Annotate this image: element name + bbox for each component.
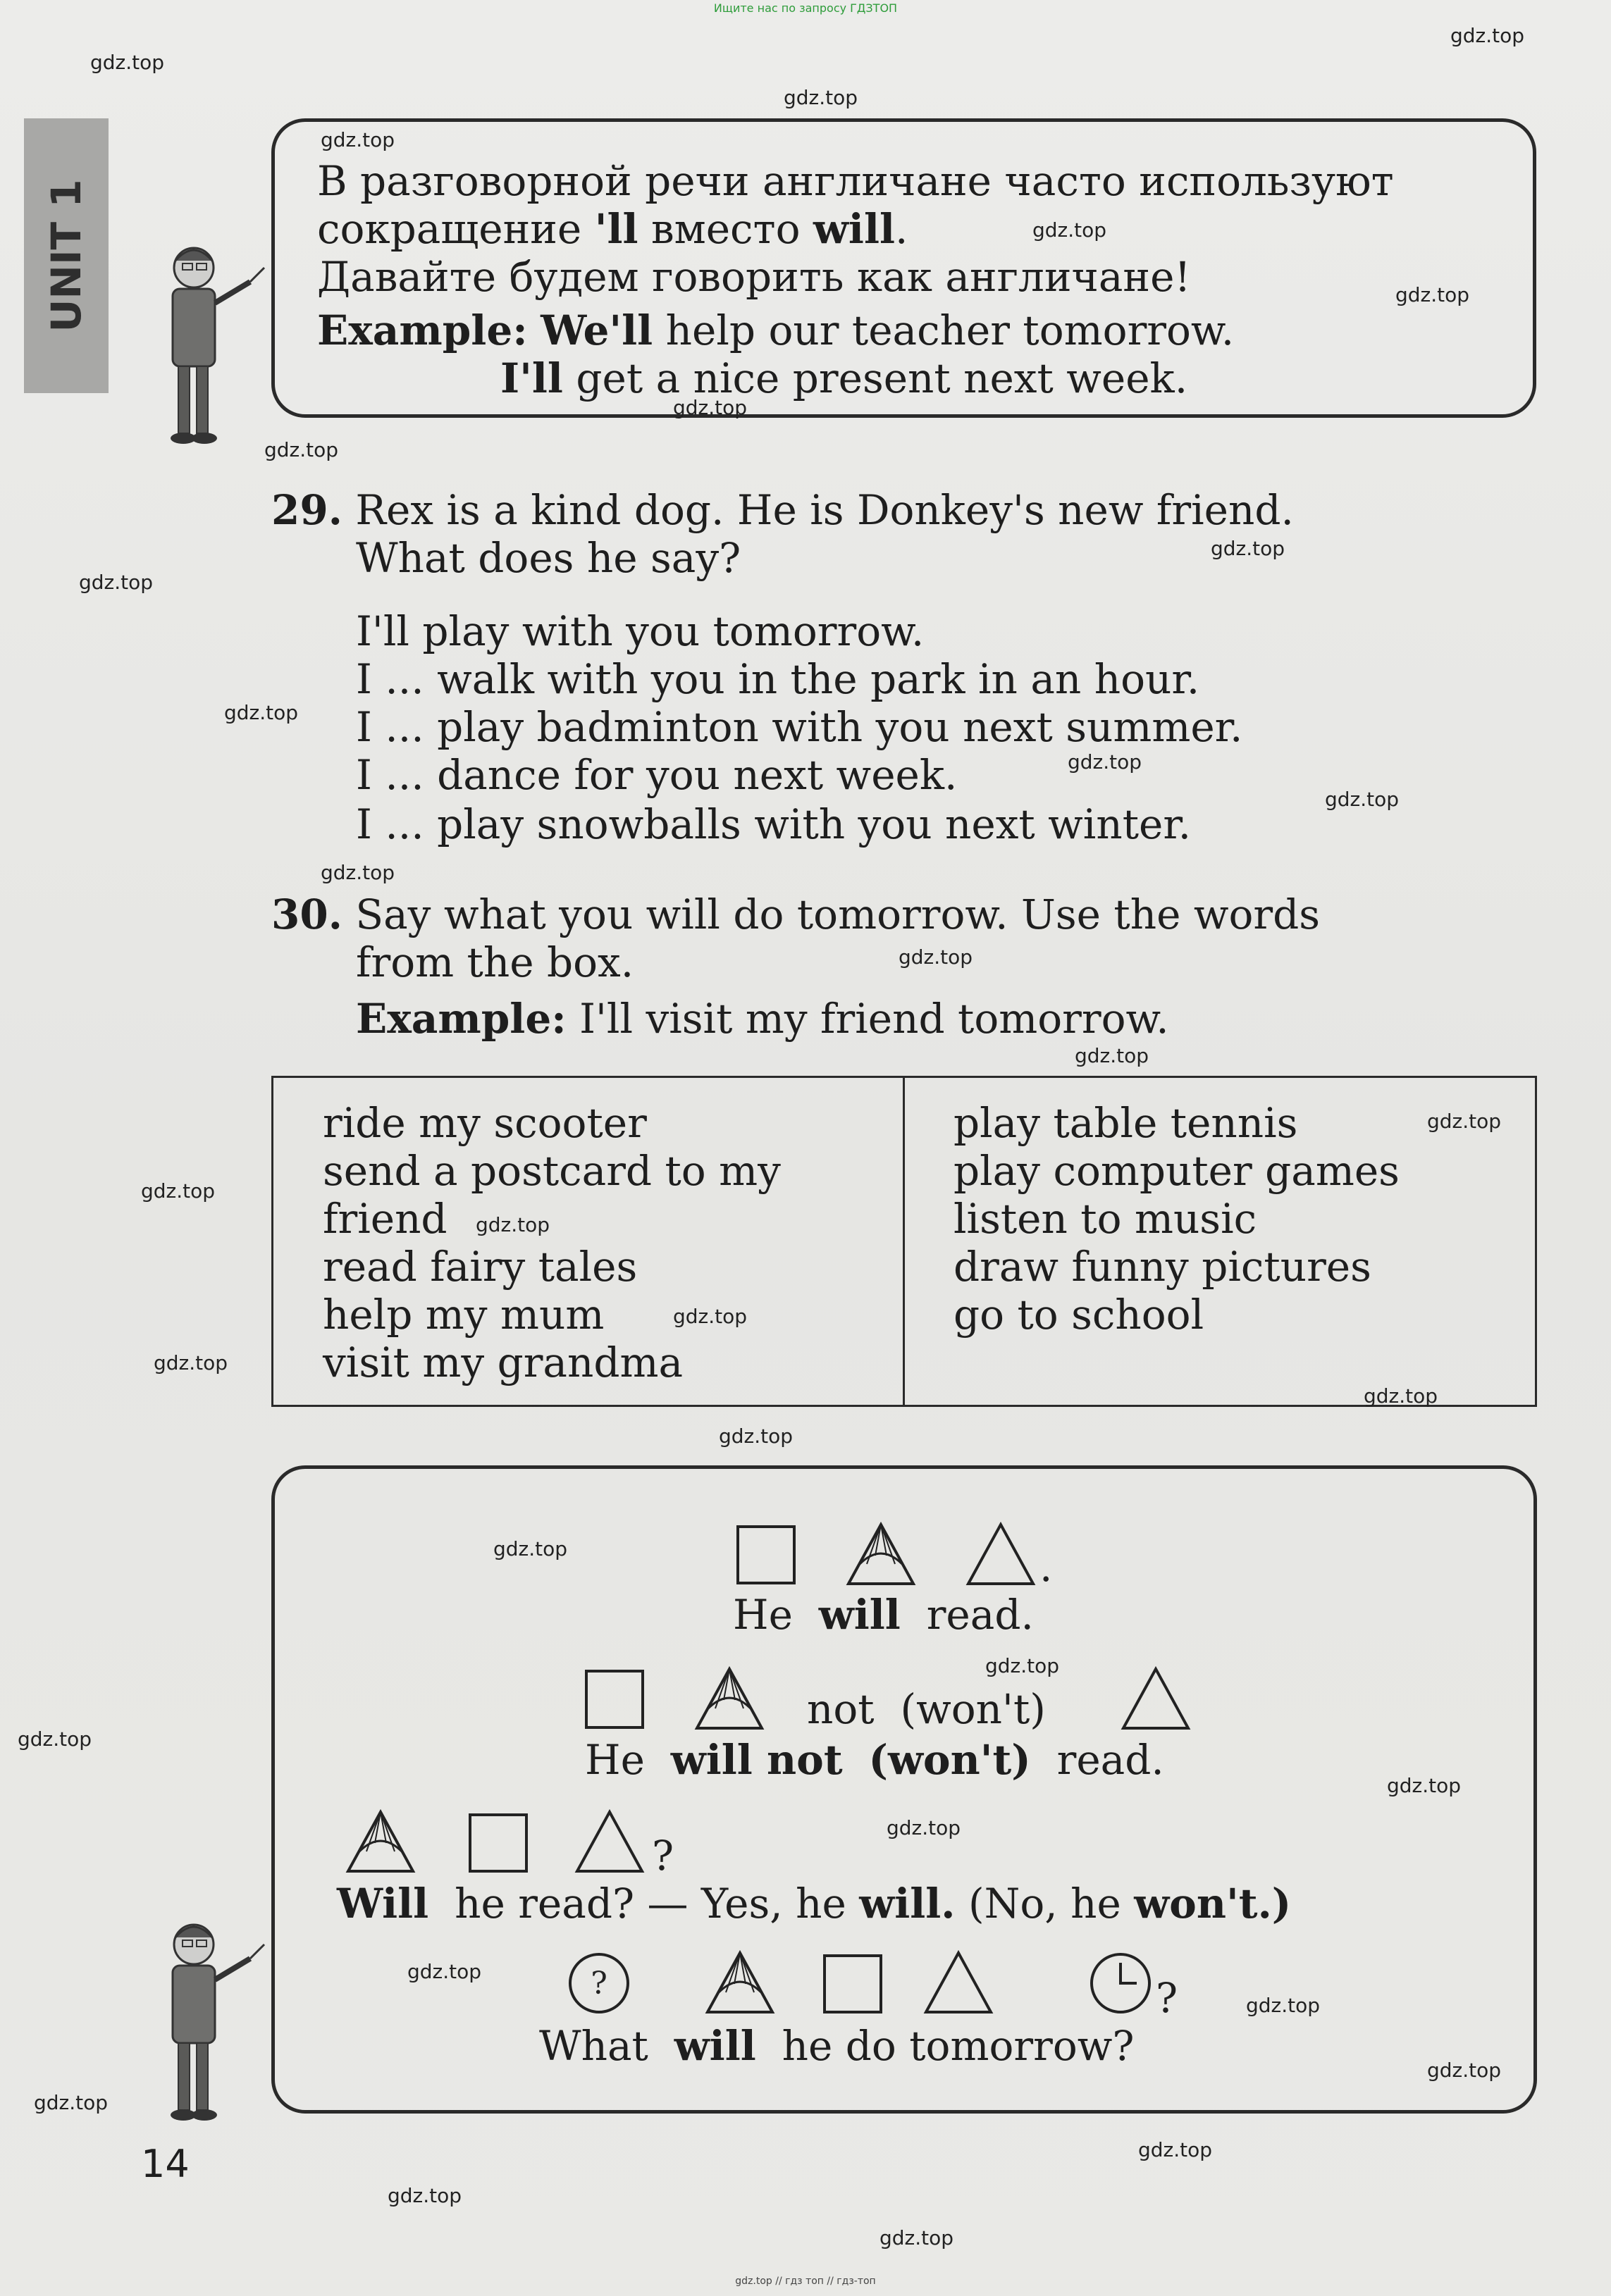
word-left: visit my grandma xyxy=(323,1339,684,1386)
watermark[interactable]: gdz.top xyxy=(1246,1994,1321,2017)
triangle-symbol xyxy=(965,1522,1036,1587)
grammar-s2: He will not (won't) read. xyxy=(585,1736,1164,1784)
watermark[interactable]: gdz.top xyxy=(34,2091,109,2114)
watermark[interactable]: gdz.top xyxy=(1395,283,1470,306)
watermark[interactable]: gdz.top xyxy=(90,51,165,74)
watermark[interactable]: gdz.top xyxy=(1427,1110,1502,1133)
unit-label: UNIT 1 xyxy=(42,179,90,333)
ex29-line: I ... play snowballs with you next winter. xyxy=(356,800,1192,848)
square-symbol xyxy=(823,1954,882,2013)
fan-triangle-symbol xyxy=(694,1666,765,1731)
watermark[interactable]: gdz.top xyxy=(887,1816,961,1839)
rule-line-3: Давайте будем говорить как англичане! xyxy=(317,253,1191,301)
watermark[interactable]: gdz.top xyxy=(1325,788,1400,811)
symbol-dot: . xyxy=(1039,1543,1053,1591)
watermark[interactable]: gdz.top xyxy=(321,128,395,151)
rule-line-1: В разговорной речи англичане часто используют xyxy=(317,157,1394,205)
watermark[interactable]: gdz.top xyxy=(476,1213,550,1236)
watermark[interactable]: gdz.top xyxy=(493,1537,568,1560)
ex30-example: Example: I'll visit my friend tomorrow. xyxy=(356,995,1169,1043)
watermark[interactable]: gdz.top xyxy=(1075,1044,1149,1067)
word-right: listen to music xyxy=(953,1195,1257,1243)
watermark[interactable]: gdz.top xyxy=(141,1179,216,1203)
triangle-symbol xyxy=(1121,1666,1191,1731)
rule-example-2: I'll get a nice present next week. xyxy=(500,354,1188,402)
clock-symbol xyxy=(1089,1951,1152,2015)
word-left: read fairy tales xyxy=(323,1243,638,1291)
bottom-banner[interactable]: gdz.top // гдз топ // гдз-топ xyxy=(735,2276,876,2287)
fan-triangle-symbol xyxy=(345,1809,416,1874)
page-number: 14 xyxy=(141,2142,190,2186)
watermark[interactable]: gdz.top xyxy=(784,86,858,109)
symbol-question: ? xyxy=(652,1832,674,1880)
rule-example-1: Example: We'll help our teacher tomorrow. xyxy=(317,306,1235,354)
ex30-title-1: 30. Say what you will do tomorrow. Use the words xyxy=(271,891,1321,938)
teacher-illustration xyxy=(144,1916,285,2128)
watermark[interactable]: gdz.top xyxy=(879,2226,954,2250)
svg-text:?: ? xyxy=(591,1966,607,2002)
words-box xyxy=(271,1076,1537,1407)
watermark[interactable]: gdz.top xyxy=(1387,1774,1462,1797)
word-left: help my mum xyxy=(323,1291,605,1339)
watermark[interactable]: gdz.top xyxy=(1427,2059,1502,2082)
ex29-title-1: 29. Rex is a kind dog. He is Donkey's new friend. xyxy=(271,486,1294,534)
watermark[interactable]: gdz.top xyxy=(264,438,339,461)
words-box-divider xyxy=(903,1078,905,1405)
watermark[interactable]: gdz.top xyxy=(673,396,748,419)
teacher-illustration xyxy=(144,240,285,451)
watermark[interactable]: gdz.top xyxy=(1211,537,1285,560)
watermark[interactable]: gdz.top xyxy=(154,1351,228,1375)
grammar-s1: He will read. xyxy=(733,1591,1034,1639)
grammar-s3: Will he read? — Yes, he will. (No, he won't.) xyxy=(337,1880,1292,1928)
word-right: draw funny pictures xyxy=(953,1243,1371,1291)
square-symbol xyxy=(736,1525,796,1584)
watermark[interactable]: gdz.top xyxy=(1450,24,1525,47)
ex29-line: I'll play with you tomorrow. xyxy=(356,607,925,655)
fan-triangle-symbol xyxy=(705,1950,775,2015)
ex29-line: I ... dance for you next week. xyxy=(356,751,958,799)
symbol-question: ? xyxy=(1156,1974,1178,2022)
watermark[interactable]: gdz.top xyxy=(899,945,973,969)
word-left: send a postcard to my xyxy=(323,1147,781,1195)
watermark[interactable]: gdz.top xyxy=(321,861,395,884)
watermark[interactable]: gdz.top xyxy=(1138,2138,1213,2161)
triangle-symbol xyxy=(923,1950,994,2015)
watermark[interactable]: gdz.top xyxy=(1364,1384,1438,1408)
fan-triangle-symbol xyxy=(846,1522,916,1587)
word-right: play computer games xyxy=(953,1147,1400,1195)
grammar-s4: What will he do tomorrow? xyxy=(539,2022,1135,2070)
word-right: play table tennis xyxy=(953,1099,1298,1147)
watermark[interactable]: gdz.top xyxy=(388,2184,462,2207)
word-right: go to school xyxy=(953,1291,1204,1339)
watermark[interactable]: gdz.top xyxy=(1032,218,1107,242)
watermark[interactable]: gdz.top xyxy=(1068,750,1142,774)
top-banner[interactable]: Ищите нас по запросу ГДЗТОП xyxy=(713,1,898,15)
rule-line-2: сокращение 'll вместо will. xyxy=(317,205,908,253)
square-symbol xyxy=(585,1670,644,1729)
triangle-symbol xyxy=(574,1809,645,1874)
ex29-title-2: What does he say? xyxy=(356,534,741,582)
watermark[interactable]: gdz.top xyxy=(673,1305,748,1328)
square-symbol xyxy=(469,1813,528,1873)
grammar-s2-not: not (won't) xyxy=(807,1685,1046,1733)
unit-tab xyxy=(24,118,109,393)
rule-box xyxy=(271,118,1536,418)
watermark[interactable]: gdz.top xyxy=(18,1727,92,1751)
question-circle-symbol xyxy=(567,1951,631,2015)
watermark[interactable]: gdz.top xyxy=(719,1425,794,1448)
word-left: ride my scooter xyxy=(323,1099,647,1147)
watermark[interactable]: gdz.top xyxy=(79,571,154,594)
ex30-title-2: from the box. xyxy=(356,938,634,986)
word-left: friend xyxy=(323,1195,448,1243)
watermark[interactable]: gdz.top xyxy=(407,1960,482,1983)
watermark[interactable]: gdz.top xyxy=(224,701,299,724)
ex29-line: I ... walk with you in the park in an hour. xyxy=(356,655,1200,703)
ex29-line: I ... play badminton with you next summer. xyxy=(356,703,1243,751)
watermark[interactable]: gdz.top xyxy=(985,1654,1060,1677)
